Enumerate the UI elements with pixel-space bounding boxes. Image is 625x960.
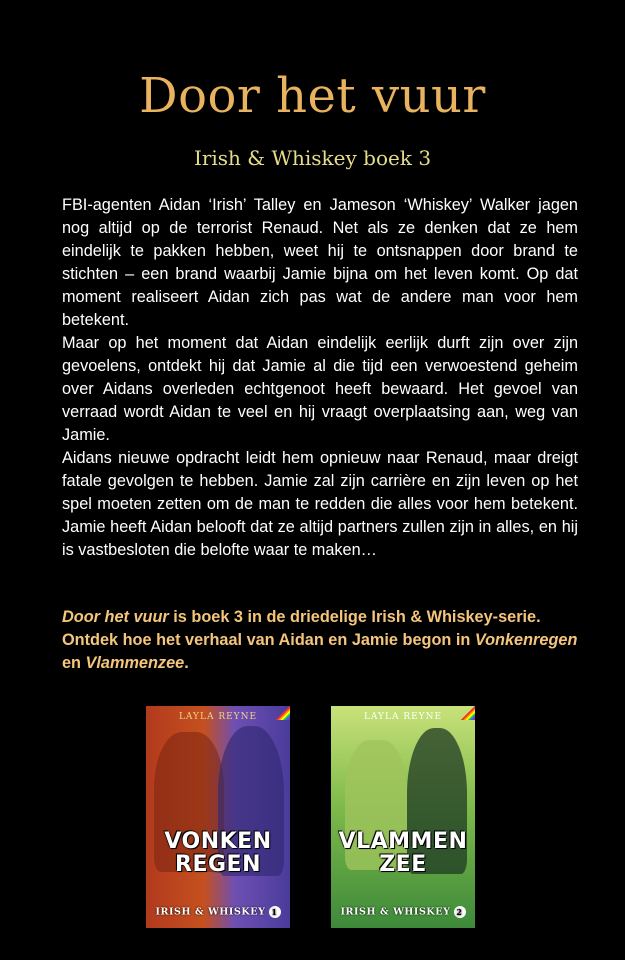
- cover-title-line-1: VLAMMEN: [338, 829, 468, 854]
- page-title: Door het vuur: [139, 68, 486, 124]
- series-note-book-1: Vonkenregen: [474, 631, 578, 649]
- book-cover-vonkenregen: [146, 706, 290, 928]
- series-note-book-title: Door het vuur: [62, 608, 169, 626]
- cover-series-number: 1: [269, 906, 281, 918]
- cover-author: LAYLA REYNE: [178, 712, 258, 722]
- cover-series-label: IRISH & WHISKEY: [340, 906, 451, 918]
- blurb-paragraph-1: FBI-agenten Aidan ‘Irish’ Talley en Jameson ‘Whiskey’ Walker jagen nog altijd op de terrorist Renaud. Net als ze denken dat ze hem eindelijk te pakken hebben, weet hij te ontsnappen door brand te stichten – een brand waarbij Jamie bijna om het leven komt. Op dat moment realiseert Aidan zich pas wat de andere man voor hem betekent.: [62, 196, 578, 329]
- series-note-text-3: .: [184, 654, 189, 672]
- series-note-book-2: Vlammenzee: [85, 654, 185, 672]
- cover-series: [331, 906, 475, 918]
- series-note: [62, 606, 578, 675]
- cover-title-line-1: VONKEN: [164, 829, 272, 854]
- blurb-paragraph-3: Aidans nieuwe opdracht leidt hem opnieuw naar Renaud, maar dreigt fatale gevolgen te hebben. Jamie zal zijn carrière en zijn leven op het spel moeten zetten om de man te redden die alles voor hem betekent. Jamie heeft Aidan belooft dat ze altijd partners zullen zijn in alles, en hij is vastbesloten die belofte waar te maken…: [62, 449, 578, 559]
- blurb-paragraph-2: Maar op het moment dat Aidan eindelijk eerlijk durft zijn over zijn gevoelens, ontdekt hij dat Jamie al die tijd een verwoestend geheim over Aidans overleden echtgenoot heeft bewaard. Het gevoel van verraad wordt Aidan te veel en hij vraagt overplaatsing aan, weg van Jamie.: [62, 334, 578, 444]
- cover-title-line-2: REGEN: [175, 852, 261, 877]
- cover-title-line-2: ZEE: [379, 852, 427, 877]
- book-cover-vlammenzee: [331, 706, 475, 928]
- cover-author: LAYLA REYNE: [363, 712, 443, 722]
- series-note-text-1: is boek 3 in de driedelige Irish & Whiskey-serie. Ontdek hoe het verhaal van Aidan en Jamie begon in: [62, 608, 541, 649]
- series-note-text-2: en: [62, 654, 86, 672]
- cover-series-number: 2: [454, 906, 466, 918]
- blurb: [62, 194, 578, 562]
- cover-series-label: IRISH & WHISKEY: [155, 906, 266, 918]
- cover-series: [146, 906, 290, 918]
- page-subtitle: Irish & Whiskey boek 3: [193, 146, 432, 170]
